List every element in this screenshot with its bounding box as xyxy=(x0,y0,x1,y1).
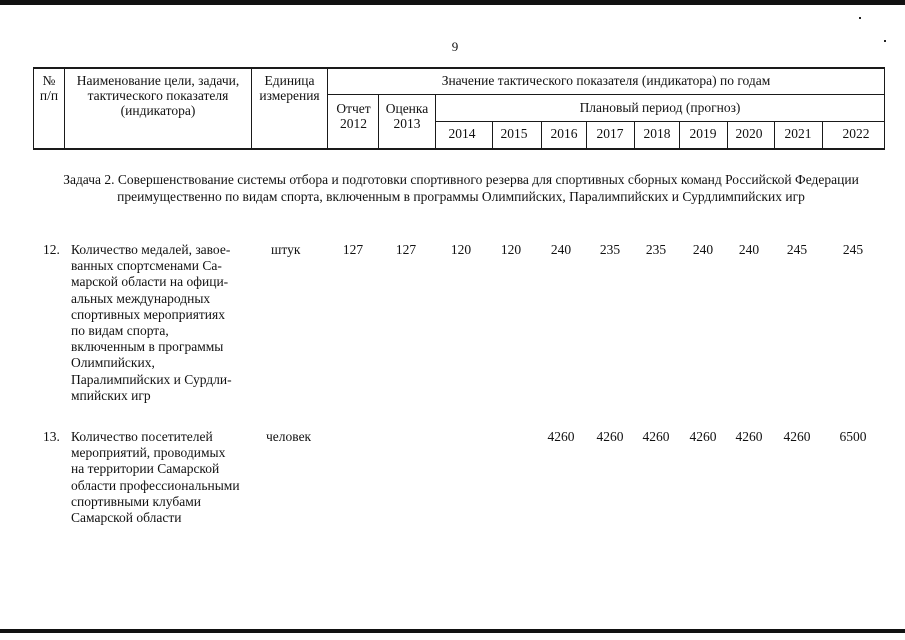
value-2018: 235 xyxy=(645,242,667,257)
header-year: 2015 xyxy=(500,126,528,141)
header-year: 2017 xyxy=(596,126,624,141)
value-2013: 127 xyxy=(395,242,417,257)
header-year: 2019 xyxy=(689,126,717,141)
indicator-name: Количество медалей, завое- ванных спортсменами Са- марской области на офици- альных международных спортивных мероприятиях по видам спорта, включенным в программы Олимпийских, Паралимпийских и Сурдли- мпийских игр xyxy=(71,242,232,403)
top-border xyxy=(0,0,905,5)
unit-of-measure: штук xyxy=(271,242,301,257)
header-values-title: Значение тактического показателя (индикатора) по годам xyxy=(441,73,771,88)
scan-speck xyxy=(859,17,861,19)
value-2014: 120 xyxy=(450,242,472,257)
value-2016: 240 xyxy=(550,242,572,257)
value-2017: 4260 xyxy=(596,429,624,444)
header-unit-column: Единица измерения xyxy=(259,73,320,103)
page-number: 9 xyxy=(451,39,459,54)
value-2019: 4260 xyxy=(689,429,717,444)
value-2021: 4260 xyxy=(783,429,811,444)
unit-of-measure: человек xyxy=(266,429,312,444)
header-number-column: № п/п xyxy=(39,73,59,103)
value-2017: 235 xyxy=(599,242,621,257)
value-2022: 6500 xyxy=(839,429,867,444)
scan-speck xyxy=(884,40,886,42)
task-heading: Задача 2. Совершенствование системы отбора и подготовки спортивного резерва для спортивных сборных команд Российской Федерации преимущественно по видам спорта, включенным в программы Олимпийских, Паралимпийских и Сурдлимпийских игр xyxy=(63,172,859,204)
row-number: 13. xyxy=(43,429,60,444)
value-2015: 120 xyxy=(500,242,522,257)
value-2019: 240 xyxy=(692,242,714,257)
value-2018: 4260 xyxy=(642,429,670,444)
header-plan-period: Плановый период (прогноз) xyxy=(579,100,741,115)
value-2021: 245 xyxy=(786,242,808,257)
header-name-column: Наименование цели, задачи, тактического показателя (индикатора) xyxy=(76,73,240,118)
header-year: 2016 xyxy=(550,126,578,141)
header-year: 2014 xyxy=(448,126,476,141)
header-year: 2018 xyxy=(643,126,671,141)
header-year: 2020 xyxy=(735,126,763,141)
header-year: 2021 xyxy=(784,126,812,141)
header-year: 2022 xyxy=(842,126,870,141)
value-2016: 4260 xyxy=(547,429,575,444)
header-report-2012: Отчет 2012 xyxy=(336,101,371,131)
row-number: 12. xyxy=(43,242,60,257)
value-2012: 127 xyxy=(342,242,364,257)
bottom-border xyxy=(0,629,905,633)
indicator-name: Количество посетителей мероприятий, проводимых на территории Самарской области профессиональными спортивными клубами Самарской области xyxy=(71,429,240,526)
value-2020: 4260 xyxy=(735,429,763,444)
value-2022: 245 xyxy=(842,242,864,257)
value-2020: 240 xyxy=(738,242,760,257)
header-estimate-2013: Оценка 2013 xyxy=(385,101,429,131)
